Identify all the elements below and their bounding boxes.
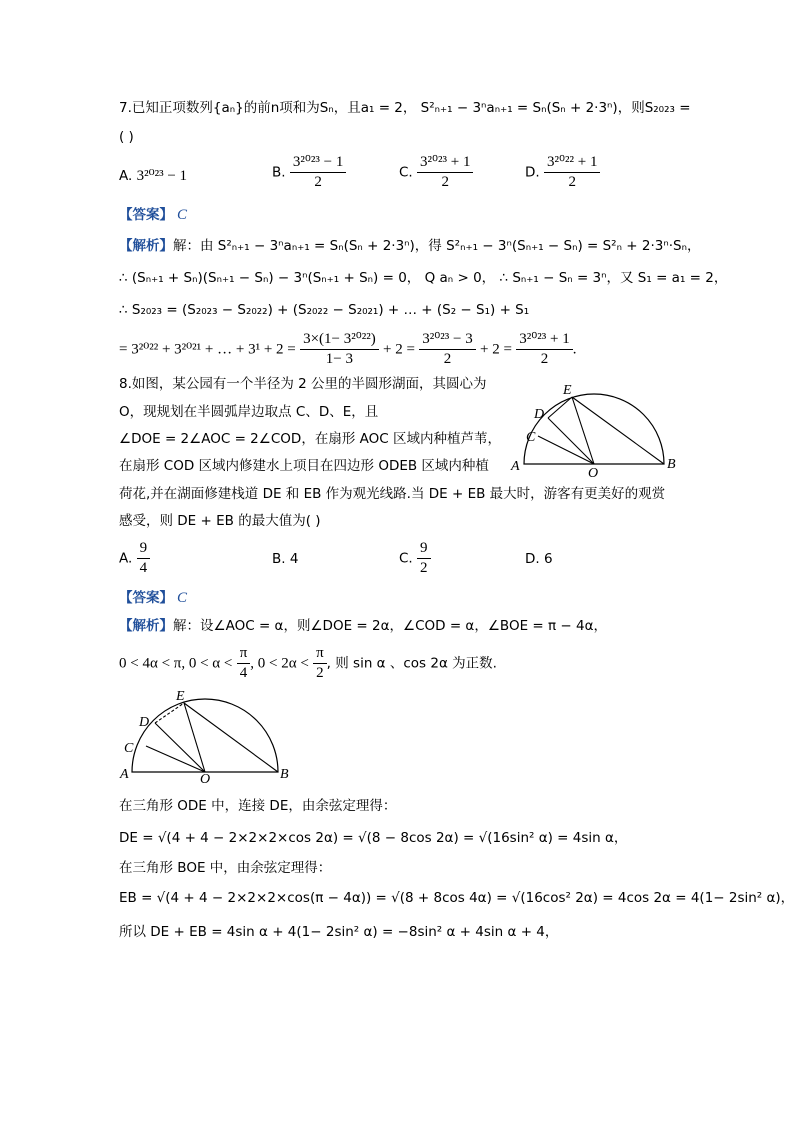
- option-label: B.: [272, 164, 286, 181]
- fraction: $\frac{\text{3²⁰²² + 1}}{2}$: [544, 154, 600, 191]
- label-e: E: [176, 689, 185, 704]
- fraction: $\frac{\text{3×(1− 3²⁰²²)}}{1- 3}$: [300, 331, 379, 368]
- q8-stem-line1: 8.如图，某公园有一个半径为 2 公里的半圆形湖面，其圆心为: [119, 376, 487, 392]
- q7-stem-line2: ( ): [119, 129, 134, 145]
- label-b: B: [667, 457, 676, 472]
- q8-option-b[interactable]: B. 4: [272, 551, 299, 567]
- fraction: $\frac{9}{4}$: [137, 540, 151, 577]
- analysis-tag: 【解析】: [119, 238, 173, 254]
- label-a: A: [511, 459, 520, 474]
- label-d: D: [534, 407, 545, 422]
- q8-solution-line1: 【解析】解：设∠AOC = α，则∠DOE = 2α，∠COD = α，∠BOE = π − 4α，: [119, 618, 608, 634]
- answer-tag: 【答案】: [119, 590, 173, 606]
- answer-tag: 【答案】: [119, 207, 173, 223]
- analysis-tag: 【解析】: [119, 618, 173, 634]
- q8-solution-line2: 0 < 4α < π, 0 < α < $\frac{\pi}{4}$ , 0 < 2α < $\frac{\pi}{2}$ , 则 sin α 、cos 2α 为正数.: [119, 645, 497, 681]
- option-label: C.: [399, 164, 413, 181]
- q7-solution-line1: 【解析】解：由 S²ₙ₊₁ − 3ⁿaₙ₊₁ = Sₙ(Sₙ + 2·3ⁿ)，得 S²ₙ₊₁ − 3ⁿ(Sₙ₊₁ − Sₙ) = S²ₙ + 2·3ⁿ·Sₙ，: [119, 238, 701, 254]
- label-e: E: [563, 383, 572, 398]
- label-o: O: [588, 466, 599, 481]
- fraction: $\frac{\text{3²⁰²³ − 3}}{2}$: [419, 331, 475, 368]
- solution-figure: [118, 686, 298, 786]
- label-a: A: [120, 767, 129, 782]
- fraction: $\frac{\text{3²⁰²³ − 1}}{2}$: [290, 154, 346, 191]
- q8-solution-line5: 在三角形 BOE 中，由余弦定理得：: [119, 860, 332, 876]
- fraction: $\frac{\pi}{2}$: [313, 645, 327, 682]
- q7-solution-line3: ∴ S₂₀₂₃ = (S₂₀₂₃ − S₂₀₂₂) + (S₂₀₂₂ − S₂₀₂₁) + … + (S₂ − S₁) + S₁: [119, 302, 530, 318]
- fraction: $\frac{\text{3²⁰²³ + 1}}{2}$: [516, 331, 572, 368]
- answer-value: C: [177, 590, 188, 606]
- label-c: C: [124, 741, 134, 756]
- q8-solution-line4: DE = √(4 + 4 − 2×2×2×cos 2α) = √(8 − 8cos 2α) = √(16sin² α) = 4sin α，: [119, 830, 628, 846]
- option-label: D.: [525, 164, 540, 181]
- q8-answer: [119, 588, 187, 608]
- q7-option-a[interactable]: [119, 166, 187, 185]
- q7-answer: [119, 205, 187, 225]
- q8-solution-line3: 在三角形 ODE 中，连接 DE，由余弦定理得：: [119, 798, 397, 814]
- fraction: $\frac{\pi}{4}$: [237, 645, 251, 682]
- label-o: O: [200, 772, 211, 787]
- fraction: $\frac{9}{2}$: [417, 540, 431, 577]
- option-label: A.: [119, 168, 133, 184]
- label-b: B: [280, 767, 289, 782]
- fraction: $\frac{\text{3²⁰²³ + 1}}{2}$: [417, 154, 473, 191]
- q8-option-c[interactable]: [399, 540, 431, 577]
- q7-stem-line1: 7.已知正项数列{aₙ}的前n项和为Sₙ，且a₁ = 2， S²ₙ₊₁ − 3ⁿaₙ₊₁ = Sₙ(Sₙ + 2·3ⁿ)，则S₂₀₂₃ =: [119, 100, 691, 116]
- semicircle-figure: [510, 380, 680, 481]
- option-label: C.: [399, 550, 413, 567]
- q8-option-d[interactable]: D. 6: [525, 551, 553, 567]
- q7-solution-line2: ∴ (Sₙ₊₁ + Sₙ)(Sₙ₊₁ − Sₙ) − 3ⁿ(Sₙ₊₁ + Sₙ) = 0， Q aₙ > 0， ∴ Sₙ₊₁ − Sₙ = 3ⁿ，又 S₁ = a₁ = 2，: [119, 270, 728, 286]
- q8-stem-line3: ∠DOE = 2∠AOC = 2∠COD，在扇形 AOC 区域内种植芦苇，: [119, 431, 501, 447]
- q8-solution-line6: EB = √(4 + 4 − 2×2×2×cos(π − 4α)) = √(8 + 8cos 4α) = √(16cos² 2α) = 4cos 2α = 4(1− 2sin² α)，: [119, 890, 794, 906]
- q8-stem-line5: 荷花,并在湖面修建栈道 DE 和 EB 作为观光线路.当 DE + EB 最大时，游客有更美好的观赏: [119, 486, 666, 502]
- q8-solution-line7: 所以 DE + EB = 4sin α + 4(1− 2sin² α) = −8sin² α + 4sin α + 4，: [119, 924, 559, 940]
- q7-option-c[interactable]: [399, 154, 473, 191]
- q7-solution-line4: = 3²⁰²² + 3²⁰²¹ + … + 3¹ + 2 = $\frac{\text{3×(1− 3²⁰²²)}}{1- 3}$ + 2 = $\frac{\text{3²⁰²³ − 3}}{2}$ + 2 = $\frac{\text{3²⁰²³ + 1}}{2}$ .: [119, 331, 577, 367]
- q8-option-a[interactable]: [119, 540, 150, 577]
- q8-stem-line6: 感受，则 DE + EB 的最大值为( ): [119, 513, 321, 529]
- option-label: A.: [119, 550, 133, 567]
- option-value: 3²⁰²³ − 1: [136, 168, 188, 184]
- q7-option-b[interactable]: [272, 154, 346, 191]
- label-c: C: [526, 430, 536, 445]
- q7-option-d[interactable]: [525, 154, 600, 191]
- q8-stem-line2: O，现规划在半圆弧岸边取点 C、D、E，且: [119, 404, 379, 420]
- q8-stem-line4: 在扇形 COD 区域内修建水上项目在四边形 ODEB 区域内种植: [119, 458, 489, 474]
- answer-value: C: [177, 207, 188, 223]
- label-d: D: [139, 715, 150, 730]
